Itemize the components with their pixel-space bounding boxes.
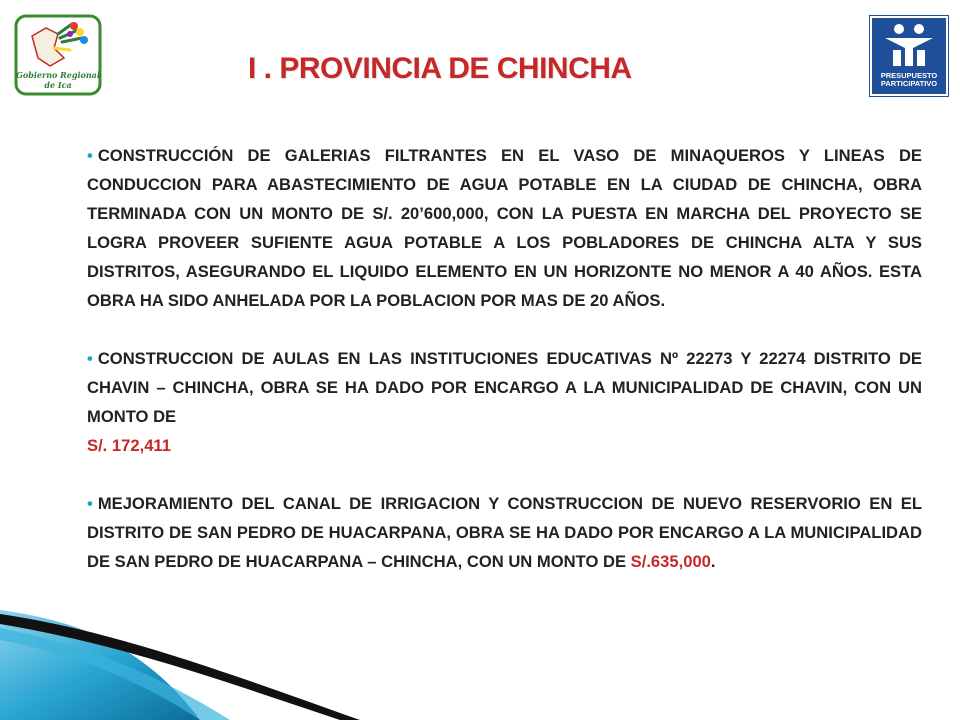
content-area bbox=[87, 141, 922, 576]
gobierno-regional-ica-logo bbox=[14, 14, 102, 96]
bullet-icon: • bbox=[87, 494, 93, 513]
people-icon bbox=[872, 20, 946, 70]
paragraph-1-text: CONSTRUCCIÓN DE GALERIAS FILTRANTES EN EL VASO DE MINAQUEROS Y LINEAS DE CONDUCCION PARA ABASTECIMIENTO DE AGUA POTABLE EN LA CIUDAD DE CHINCHA, OBRA TERMINADA CON UN MONTO DE S/. 20’600,000, CON LA PUESTA EN MARCHA DEL PROYECTO SE LOGRA PROVEER SUFIENTE AGUA POTABLE A LOS POBLADORES DE CHINCHA ALTA Y SUS DISTRITOS, ASEGURANDO EL LIQUIDO ELEMENTO EN UN HORIZONTE NO MENOR A 40 AÑOS. ESTA OBRA HA SIDO ANHELADA POR LA POBLACION POR MAS DE 20 AÑOS. bbox=[87, 146, 922, 310]
decorative-swoosh bbox=[0, 600, 360, 720]
presupuesto-participativo-logo bbox=[870, 16, 948, 96]
paragraph-3-text: MEJORAMIENTO DEL CANAL DE IRRIGACION Y CONSTRUCCION DE NUEVO RESERVORIO EN EL DISTRITO DE SAN PEDRO DE HUACARPANA, OBRA SE HA DADO POR ENCARGO A LA MUNICIPALIDAD DE SAN PEDRO DE HUACARPANA – CHINCHA, CON UN MONTO DE bbox=[87, 494, 922, 571]
logo-right-line1: PRESUPUESTO bbox=[880, 71, 938, 80]
paragraph-2-amount: S/. 172,411 bbox=[87, 436, 171, 455]
logo-left-line2: de Ica bbox=[44, 80, 72, 90]
paragraph-2-text: CONSTRUCCION DE AULAS EN LAS INSTITUCIONES EDUCATIVAS Nº 22273 Y 22274 DISTRITO DE CHAVIN – CHINCHA, OBRA SE HA DADO POR ENCARGO A LA MUNICIPALIDAD DE CHAVIN, CON UN MONTO DE bbox=[87, 349, 922, 426]
paragraph-3-amount: S/.635,000 bbox=[630, 552, 711, 571]
logo-left-line1: Gobierno Regional bbox=[16, 70, 100, 80]
bullet-icon: • bbox=[87, 349, 93, 368]
paragraph-1 bbox=[87, 141, 922, 315]
logo-right-line2: PARTICIPATIVO bbox=[880, 79, 938, 88]
page-title: I . PROVINCIA DE CHINCHA bbox=[248, 52, 632, 85]
paragraph-3 bbox=[87, 489, 922, 576]
paragraph-3-suffix: . bbox=[710, 552, 716, 571]
bullet-icon: • bbox=[87, 146, 93, 165]
paragraph-2 bbox=[87, 344, 922, 460]
